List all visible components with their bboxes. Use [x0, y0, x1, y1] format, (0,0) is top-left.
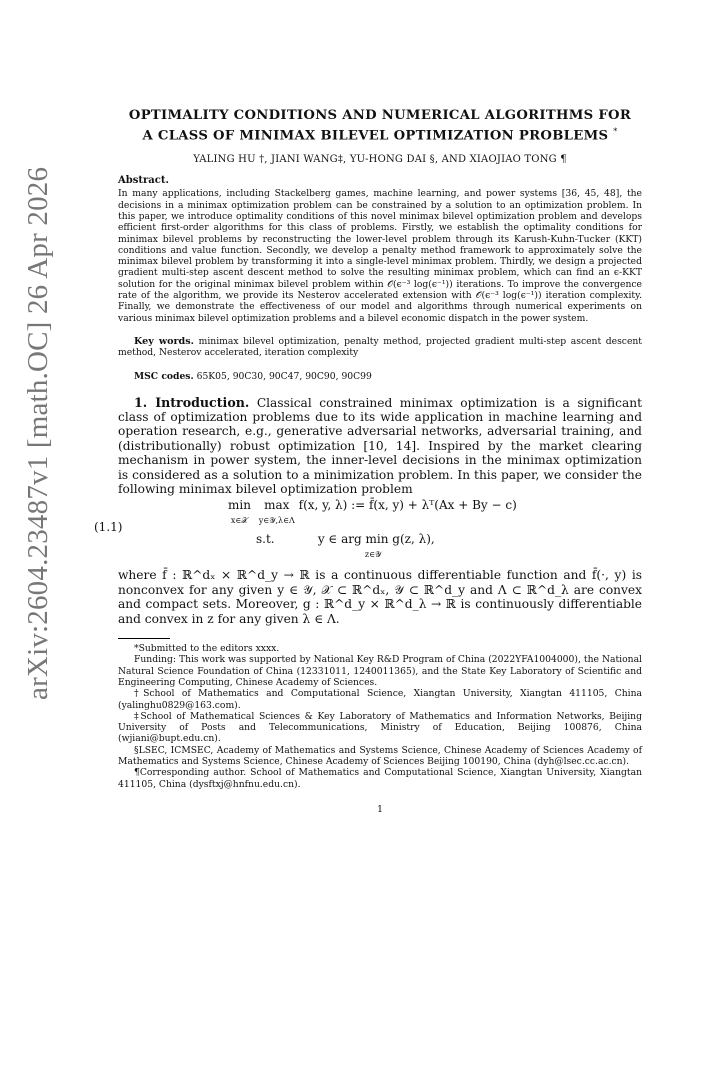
footnote: ¶Corresponding author. School of Mathematics and Computational Science, Xiangtan University, Xiangtan 411105, China (dysftxj@hnfnu.edu.cn).	[118, 767, 642, 790]
equation-1-1	[94, 498, 642, 564]
footnote: ‡School of Mathematical Sciences & Key Laboratory of Mathematics and Information Networks, Beijing University of Posts and Telecommunications, Ministry of Education, Beijing 100876, China (wjiani@bupt.edu.cn).	[118, 710, 642, 745]
page-number: 1	[376, 803, 384, 815]
post-equation-text: where f̄ : ℝ^dₓ × ℝ^d_y → ℝ is a continuous differentiable function and f̄(·, y) is nonconvex for any given y ∈ 𝒴, 𝒳 ⊂ ℝ^dₓ, 𝒴 ⊂ ℝ^d_y and Λ ⊂ ℝ^d_λ are convex and compact sets. Moreover, g : ℝ^d_y × ℝ^d_λ → ℝ is continuously differentiable and convex in z for any given λ ∈ Λ.	[118, 568, 642, 626]
keywords	[118, 336, 642, 359]
title-footnote-mark: *	[613, 127, 618, 136]
equation-line-2: s.t. y ∈ arg min z∈𝒴 g(z, λ),	[256, 532, 435, 560]
msc-label: MSC codes.	[134, 370, 194, 382]
objective-function: f(x, y, λ) := f̄(x, y) + λᵀ(Ax + By − c)	[298, 498, 517, 513]
equation-line-1: min x∈𝒳 max y∈𝒴,λ∈Λ f(x, y, λ) := f̄(x, y) + λᵀ(Ax + By − c)	[228, 498, 517, 526]
intro-text: Classical constrained minimax optimization is a significant class of optimization problems due to its wide application in machine learning and operation research, e.g., generative adversarial networks, adversarial training, and (distributionally) robust optimization [10, 14]. Inspired by the market clearing mechanism in power system, the inner-level decisions in the minimax optimization is considered as a solution to a minimization problem. In this paper, we consider the following minimax bilevel optimization problem	[118, 395, 643, 496]
footnote: †School of Mathematics and Computational Science, Xiangtan University, Xiangtan 411105, China (yalinghu0829@163.com).	[118, 688, 642, 711]
abstract-text: In many applications, including Stackelberg games, machine learning, and power systems [36, 45, 48], the decisions in a minimax optimization problem can be constrained by a solution to an optimization problem. In this paper, we introduce optimality conditions of this novel minimax bilevel optimization problem and develops efficient first-order algorithms for this class of problems. Firstly, we establish the optimality conditions for minimax bilevel problems by reconstructing the lower-level problem through its Karush-Kuhn-Tucker (KKT) conditions and value function. Secondly, we develop a penalty method framework to approximately solve the minimax bilevel problem by transforming it into a single-level minimax problem. Thirdly, we design a projected gradient multi-step ascent descent method to solve the resulting minimax problem, which can find an ϵ-KKT solution for the original minimax bilevel problem within 𝒪(ϵ⁻³ log(ϵ⁻¹)) iterations. To improve the convergence rate of the algorithm, we provide its Nesterov accelerated extension with 𝒪(ϵ⁻³ log(ϵ⁻¹)) iteration complexity. Finally, we demonstrate the effectiveness of our model and algorithms through numerical experiments on various minimax bilevel optimization problems and a bilevel economic dispatch in the power system.	[118, 188, 642, 324]
author-list: YALING HU †, JIANI WANG‡, YU-HONG DAI §, AND XIAOJIAO TONG ¶	[193, 154, 567, 166]
footnote: *Submitted to the editors xxxx.	[134, 643, 280, 655]
footnotes	[118, 643, 642, 790]
footnote-rule	[118, 638, 170, 639]
intro-paragraph	[118, 396, 642, 497]
abstract-heading: Abstract.	[118, 175, 169, 187]
keywords-text: minimax bilevel optimization, penalty method, projected gradient multi-step ascent descent method, Nesterov accelerated, iteration complexity	[118, 335, 643, 359]
msc-text: 65K05, 90C30, 90C47, 90C90, 90C99	[196, 370, 372, 382]
footnote: Funding: This work was supported by National Key R&D Program of China (2022YFA1004000), the National Natural Science Foundation of China (12331011, 1240011365), and the State Key Laboratory of Scientific and Engineering Computing, Chinese Academy of Sciences.	[118, 654, 642, 688]
page-content	[94, 108, 643, 815]
equation-number: (1.1)	[94, 520, 123, 535]
paper-title: OPTIMALITY CONDITIONS AND NUMERICAL ALGORITHMS FOR A CLASS OF MINIMAX BILEVEL OPTIMIZATION PROBLEMS *	[128, 108, 632, 144]
arxiv-stamp: arXiv:2604.23487v1 [math.OC] 26 Apr 2026	[22, 166, 54, 700]
footnote: §LSEC, ICMSEC, Academy of Mathematics and Systems Science, Chinese Academy of Sciences Academy of Mathematics and Systems Science, Chinese Academy of Sciences Beijing 100190, China (dyh@lsec.cc.ac.cn).	[118, 744, 642, 767]
section-heading: 1. Introduction.	[134, 394, 250, 410]
keywords-label: Key words.	[134, 335, 195, 347]
msc-codes	[118, 371, 642, 382]
